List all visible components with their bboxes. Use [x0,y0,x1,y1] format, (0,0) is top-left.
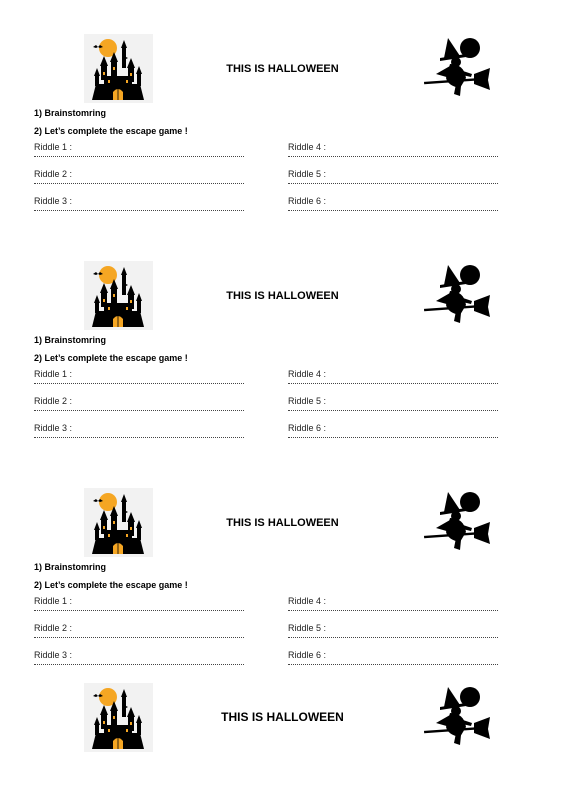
riddle-label: Riddle 4 : [288,369,327,379]
worksheet-title: THIS IS HALLOWEEN [221,710,344,724]
riddle-label: Riddle 3 : [34,196,73,206]
riddle-label: Riddle 5 : [288,169,327,179]
riddle-2[interactable] [34,623,244,638]
riddle-label: Riddle 3 : [34,423,73,433]
riddle-3[interactable] [34,196,244,211]
answer-line[interactable] [288,610,498,611]
riddle-label: Riddle 1 : [34,596,73,606]
riddle-5[interactable] [288,396,498,411]
answer-line[interactable] [34,156,244,157]
answer-line[interactable] [34,610,244,611]
riddle-label: Riddle 6 : [288,423,327,433]
answer-line[interactable] [288,410,498,411]
riddle-label: Riddle 1 : [34,142,73,152]
witch-on-broom-icon [420,488,492,560]
answer-line[interactable] [34,637,244,638]
answer-line[interactable] [288,637,498,638]
riddle-label: Riddle 2 : [34,623,73,633]
worksheet-title: THIS IS HALLOWEEN [226,517,339,529]
riddle-label: Riddle 2 : [34,396,73,406]
riddle-3[interactable] [34,423,244,438]
answer-line[interactable] [288,664,498,665]
riddle-label: Riddle 3 : [34,650,73,660]
riddle-label: Riddle 6 : [288,196,327,206]
worksheet-title: THIS IS HALLOWEEN [226,63,339,75]
riddle-1[interactable] [34,369,244,384]
riddle-5[interactable] [288,623,498,638]
section-brainstorming: 1) Brainstomring [34,108,107,118]
answer-line[interactable] [288,183,498,184]
riddle-1[interactable] [34,142,244,157]
riddle-1[interactable] [34,596,244,611]
riddle-label: Riddle 1 : [34,369,73,379]
riddle-6[interactable] [288,423,498,438]
answer-line[interactable] [288,437,498,438]
riddle-3[interactable] [34,650,244,665]
riddle-label: Riddle 6 : [288,650,327,660]
answer-line[interactable] [288,383,498,384]
riddle-2[interactable] [34,169,244,184]
section-escape-game: 2) Let’s complete the escape game ! [34,126,188,136]
answer-line[interactable] [288,210,498,211]
witch-on-broom-icon [420,34,492,106]
answer-line[interactable] [34,664,244,665]
answer-line[interactable] [34,183,244,184]
worksheet-title: THIS IS HALLOWEEN [226,290,339,302]
witch-on-broom-icon [420,261,492,333]
riddle-label: Riddle 4 : [288,596,327,606]
answer-line[interactable] [34,437,244,438]
answer-line[interactable] [34,210,244,211]
riddle-6[interactable] [288,650,498,665]
answer-line[interactable] [288,156,498,157]
riddle-4[interactable] [288,142,498,157]
riddle-label: Riddle 2 : [34,169,73,179]
riddle-6[interactable] [288,196,498,211]
section-brainstorming: 1) Brainstomring [34,335,107,345]
riddle-2[interactable] [34,396,244,411]
section-escape-game: 2) Let’s complete the escape game ! [34,353,188,363]
riddle-5[interactable] [288,169,498,184]
riddle-4[interactable] [288,369,498,384]
section-escape-game: 2) Let’s complete the escape game ! [34,580,188,590]
witch-on-broom-icon [420,683,492,755]
section-brainstorming: 1) Brainstomring [34,562,107,572]
riddle-label: Riddle 4 : [288,142,327,152]
answer-line[interactable] [34,383,244,384]
riddle-label: Riddle 5 : [288,396,327,406]
riddle-label: Riddle 5 : [288,623,327,633]
riddle-4[interactable] [288,596,498,611]
answer-line[interactable] [34,410,244,411]
